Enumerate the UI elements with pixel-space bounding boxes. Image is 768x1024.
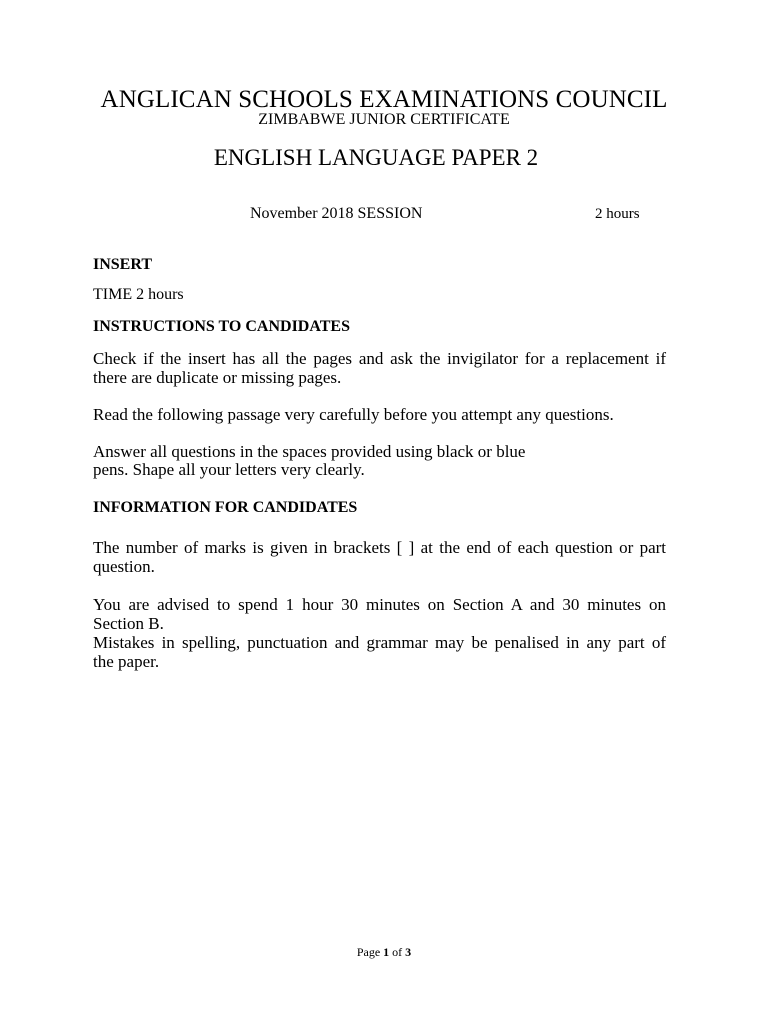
information-paragraph-3-line-2: the paper. xyxy=(93,652,160,671)
duration-label: 2 hours xyxy=(595,206,640,222)
of-word: of xyxy=(392,945,403,959)
page-total: 3 xyxy=(405,945,412,959)
session-label: November 2018 SESSION xyxy=(250,205,423,222)
page-number: 1 xyxy=(383,945,390,959)
instructions-heading: INSTRUCTIONS TO CANDIDATES xyxy=(93,318,350,335)
information-heading: INFORMATION FOR CANDIDATES xyxy=(93,499,358,516)
page-word: Page xyxy=(356,945,381,959)
instructions-paragraph-3-line-1: Answer all questions in the spaces provided using black or blue xyxy=(93,442,526,461)
instructions-paragraph-3-line-2: pens. Shape all your letters very clearly. xyxy=(93,460,365,479)
instructions-paragraph-1-line-2: there are duplicate or missing pages. xyxy=(93,368,342,387)
paper-title: ENGLISH LANGUAGE PAPER 2 xyxy=(213,145,539,170)
instructions-paragraph-2: Read the following passage very carefully before you attempt any questions. xyxy=(93,405,614,424)
page-footer xyxy=(0,945,768,960)
time-label: TIME 2 hours xyxy=(93,286,184,303)
information-paragraph-2-line-1: You are advised to spend 1 hour 30 minutes on Section A and 30 minutes on xyxy=(93,595,666,614)
information-paragraph-3-line-1: Mistakes in spelling, punctuation and grammar may be penalised in any part of xyxy=(93,633,666,652)
information-paragraph-1-line-1: The number of marks is given in brackets [ ] at the end of each question or part xyxy=(93,538,666,557)
council-title: ANGLICAN SCHOOLS EXAMINATIONS COUNCIL xyxy=(100,86,668,113)
insert-heading: INSERT xyxy=(93,256,153,273)
certificate-subtitle: ZIMBABWE JUNIOR CERTIFICATE xyxy=(258,111,510,128)
information-paragraph-2-line-2: Section B. xyxy=(93,614,164,633)
information-paragraph-1-line-2: question. xyxy=(93,557,155,576)
instructions-paragraph-1-line-1: Check if the insert has all the pages and ask the invigilator for a replacement if xyxy=(93,349,666,368)
